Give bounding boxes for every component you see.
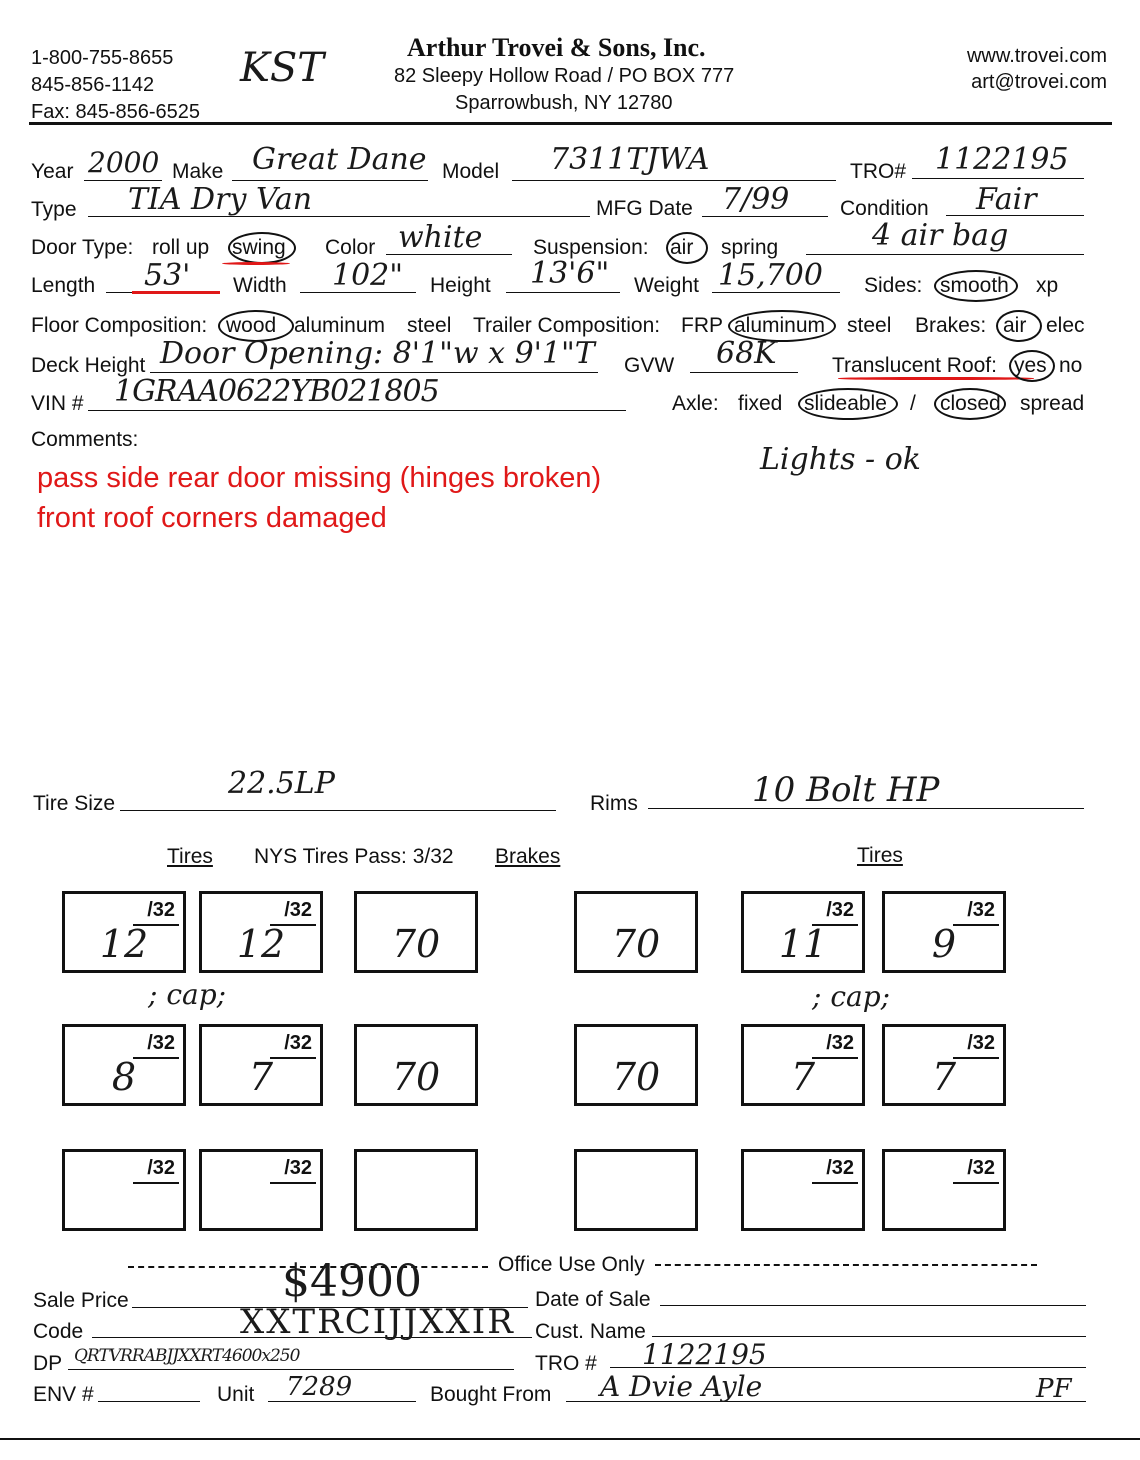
translucent-roof-yes-circle [1009,350,1055,382]
type-label: Type [31,198,77,221]
condition-label: Condition [840,197,929,220]
date-of-sale-line [660,1305,1086,1306]
vin-value: 1GRAA0622YB021805 [114,374,439,409]
weight-value: 15,700 [718,258,823,293]
condition-value: Fair [976,182,1037,217]
tire-measurement: 12 [236,922,286,966]
tire-box-left-r3-c1[interactable] [62,1149,186,1231]
tires-header-left: Tires [167,845,213,868]
brake-box-left-r1-c3[interactable] [354,891,478,973]
rims-value: 10 Bolt HP [752,770,940,810]
page-bottom-edge [0,1438,1140,1440]
color-label: Color [325,236,376,259]
dp-line [68,1369,514,1370]
brake-measurement: 70 [391,1055,441,1099]
deck-height-line [150,372,598,373]
comment-line-1: pass side rear door missing (hinges broken) [37,462,602,494]
bought-from-value: A Dvie Ayle [600,1370,763,1403]
tire-measurement: 7 [790,1055,816,1099]
make-value: Great Dane [252,142,427,177]
height-label: Height [430,274,491,297]
cust-name-label: Cust. Name [535,1320,646,1343]
weight-label: Weight [634,274,699,297]
door-rollup-option[interactable]: roll up [152,236,210,259]
vin-label: VIN # [31,392,84,415]
phone-tollfree: 1-800-755-8655 [31,47,174,69]
brake-box-right-r3-c4[interactable] [574,1149,698,1231]
floor-aluminum-option[interactable]: aluminum [294,314,386,337]
length-red-underline [132,291,220,294]
brakes-header: Brakes [495,845,561,868]
tro-value: 1122195 [935,142,1069,177]
tire-measurement: 7 [248,1055,274,1099]
brake-measurement: 70 [611,1055,661,1099]
sale-price-label: Sale Price [33,1289,129,1312]
translucent-roof-red-underline [838,377,1034,380]
office-use-only: Office Use Only [498,1253,645,1276]
door-swing-circle [228,232,296,264]
axle-slideable-option[interactable]: slideable [804,392,887,415]
brake-box-right-r2-c4[interactable] [574,1024,698,1106]
length-label: Length [31,274,96,297]
sides-smooth-circle [934,270,1018,302]
brakes-label: Brakes: [915,314,987,337]
tire-box-right-r1-c6[interactable] [882,891,1006,973]
height-value: 13'6" [530,256,610,291]
sides-smooth-option[interactable]: smooth [940,274,1009,297]
suspension-line [806,254,1084,255]
year-label: Year [31,160,74,183]
code-label: Code [33,1320,84,1343]
make-line [232,180,428,181]
brake-measurement: 70 [391,922,441,966]
model-label: Model [442,160,500,183]
rims-label: Rims [590,792,638,815]
tire-box-left-r1-c1[interactable] [62,891,186,973]
tread-denominator: /32 [967,1157,995,1179]
door-swing-red-underline [222,262,290,265]
tire-size-line [120,810,556,811]
trailer-steel-option[interactable]: steel [847,314,892,337]
brakes-elec-option[interactable]: elec [1046,314,1085,337]
tire-box-right-r2-c5[interactable] [741,1024,865,1106]
tire-measurement: 8 [111,1055,137,1099]
tread-denominator: /32 [284,1157,312,1179]
company-email: art@trovei.com [971,71,1107,93]
office-tro-value: 1122195 [642,1338,767,1371]
vin-line [88,410,626,411]
translucent-roof-yes-option[interactable]: yes [1014,354,1047,377]
translucent-roof-label: Translucent Roof: [832,354,997,377]
axle-slideable-circle [798,388,898,420]
length-value: 53' [144,258,191,293]
denominator-underline [953,1182,999,1184]
mfg-date-label: MFG Date [596,197,693,220]
comments-label: Comments: [31,428,139,451]
suspension-spring-option[interactable]: spring [721,236,779,259]
tread-denominator: /32 [967,1032,995,1054]
dp-label: DP [33,1352,63,1375]
brake-box-right-r1-c4[interactable] [574,891,698,973]
company-address-line2: Sparrowbush, NY 12780 [455,92,673,114]
comment-handwritten-lights: Lights - ok [760,442,921,477]
tire-measurement: 7 [931,1055,957,1099]
year-line [84,180,162,181]
tread-denominator: /32 [147,1157,175,1179]
model-value: 7311TJWA [550,142,710,177]
sides-label: Sides: [864,274,923,297]
trailer-frp-option[interactable]: FRP [681,314,723,337]
office-divider-right [655,1264,1037,1266]
cap-note-right: ; cap; [812,980,891,1013]
denominator-underline [270,1182,316,1184]
suspension-air-option[interactable]: air [670,236,694,259]
nys-tires-pass: NYS Tires Pass: 3/32 [254,845,454,868]
tire-size-value: 22.5LP [228,766,335,801]
denominator-underline [133,1182,179,1184]
brakes-air-option[interactable]: air [1003,314,1027,337]
header-divider [29,122,1112,125]
brake-measurement: 70 [611,922,661,966]
trailer-composition-label: Trailer Composition: [473,314,661,337]
tread-denominator: /32 [826,1157,854,1179]
suspension-value: 4 air bag [872,218,1009,253]
width-value: 102" [332,258,404,293]
tire-measurement: 12 [99,922,149,966]
tread-denominator: /32 [967,899,995,921]
dp-value: QRTVRRABJJXXRT4600x250 [74,1346,300,1366]
tro-line [912,178,1084,179]
sale-price-value: $4900 [282,1256,422,1307]
floor-steel-option[interactable]: steel [407,314,452,337]
unit-label: Unit [217,1383,255,1406]
floor-wood-option[interactable]: wood [226,314,277,337]
trailer-aluminum-option[interactable]: aluminum [734,314,826,337]
tire-box-right-r1-c5[interactable] [741,891,865,973]
tread-denominator: /32 [826,1032,854,1054]
color-value: white [398,220,483,255]
tread-denominator: /32 [284,899,312,921]
fax-number: Fax: 845-856-6525 [31,101,201,123]
tro-label: TRO# [850,160,907,183]
date-of-sale-label: Date of Sale [535,1288,651,1311]
width-label: Width [233,274,287,297]
deck-height-value: Door Opening: 8'1"w x 9'1"T [160,336,595,371]
bought-from-label: Bought From [430,1383,552,1406]
tire-box-right-r2-c6[interactable] [882,1024,1006,1106]
tire-measurement: 11 [778,922,828,966]
axle-slash: / [910,392,916,415]
tire-box-left-r2-c1[interactable] [62,1024,186,1106]
cap-note-left: ; cap; [148,978,227,1011]
deck-height-label: Deck Height [31,354,146,377]
unit-value: 7289 [286,1372,353,1402]
cust-name-line [652,1336,1086,1337]
type-value: TIA Dry Van [128,182,313,217]
translucent-roof-no-option[interactable]: no [1059,354,1083,377]
floor-composition-label: Floor Composition: [31,314,208,337]
gvw-value: 68K [716,336,777,371]
tire-box-left-r3-c2[interactable] [199,1149,323,1231]
handwritten-initials: KST [240,45,324,91]
company-website: www.trovei.com [966,45,1107,67]
year-value: 2000 [88,146,160,179]
tire-box-right-r3-c6[interactable] [882,1149,1006,1231]
tire-box-left-r2-c2[interactable] [199,1024,323,1106]
tire-box-right-r3-c5[interactable] [741,1149,865,1231]
company-name: Arthur Trovei & Sons, Inc. [407,33,706,62]
axle-closed-option[interactable]: closed [940,392,1001,415]
tread-denominator: /32 [284,1032,312,1054]
code-value: XXTRCIJJXXIR [240,1302,515,1342]
height-line [506,292,620,293]
mfg-date-value: 7/99 [722,182,790,217]
tread-denominator: /32 [147,1032,175,1054]
office-tro-label: TRO # [535,1352,597,1375]
denominator-underline [812,1182,858,1184]
axle-label: Axle: [672,392,719,415]
gvw-label: GVW [624,354,675,377]
gvw-line [690,372,798,373]
door-swing-option[interactable]: swing [232,236,286,259]
axle-closed-circle [934,388,1006,420]
brake-box-left-r3-c3[interactable] [354,1149,478,1231]
sides-xp-option[interactable]: xp [1036,274,1059,297]
tire-box-left-r1-c2[interactable] [199,891,323,973]
axle-spread-option[interactable]: spread [1020,392,1085,415]
phone-local: 845-856-1142 [31,74,155,96]
comment-line-2: front roof corners damaged [37,502,387,534]
tread-denominator: /32 [147,899,175,921]
env-label: ENV # [33,1383,94,1406]
brakes-air-circle [996,310,1042,342]
make-label: Make [172,160,224,183]
door-type-label: Door Type: [31,236,134,259]
brake-box-left-r2-c3[interactable] [354,1024,478,1106]
company-address-line1: 82 Sleepy Hollow Road / PO BOX 777 [394,65,735,87]
tread-denominator: /32 [826,899,854,921]
axle-fixed-option[interactable]: fixed [738,392,783,415]
suspension-label: Suspension: [533,236,649,259]
env-line [98,1401,200,1402]
suspension-air-circle [666,232,708,264]
tires-header-right: Tires [857,844,903,867]
tire-size-label: Tire Size [33,792,116,815]
office-initials: PF [1036,1374,1072,1404]
tire-measurement: 9 [931,922,957,966]
model-line [512,180,836,181]
